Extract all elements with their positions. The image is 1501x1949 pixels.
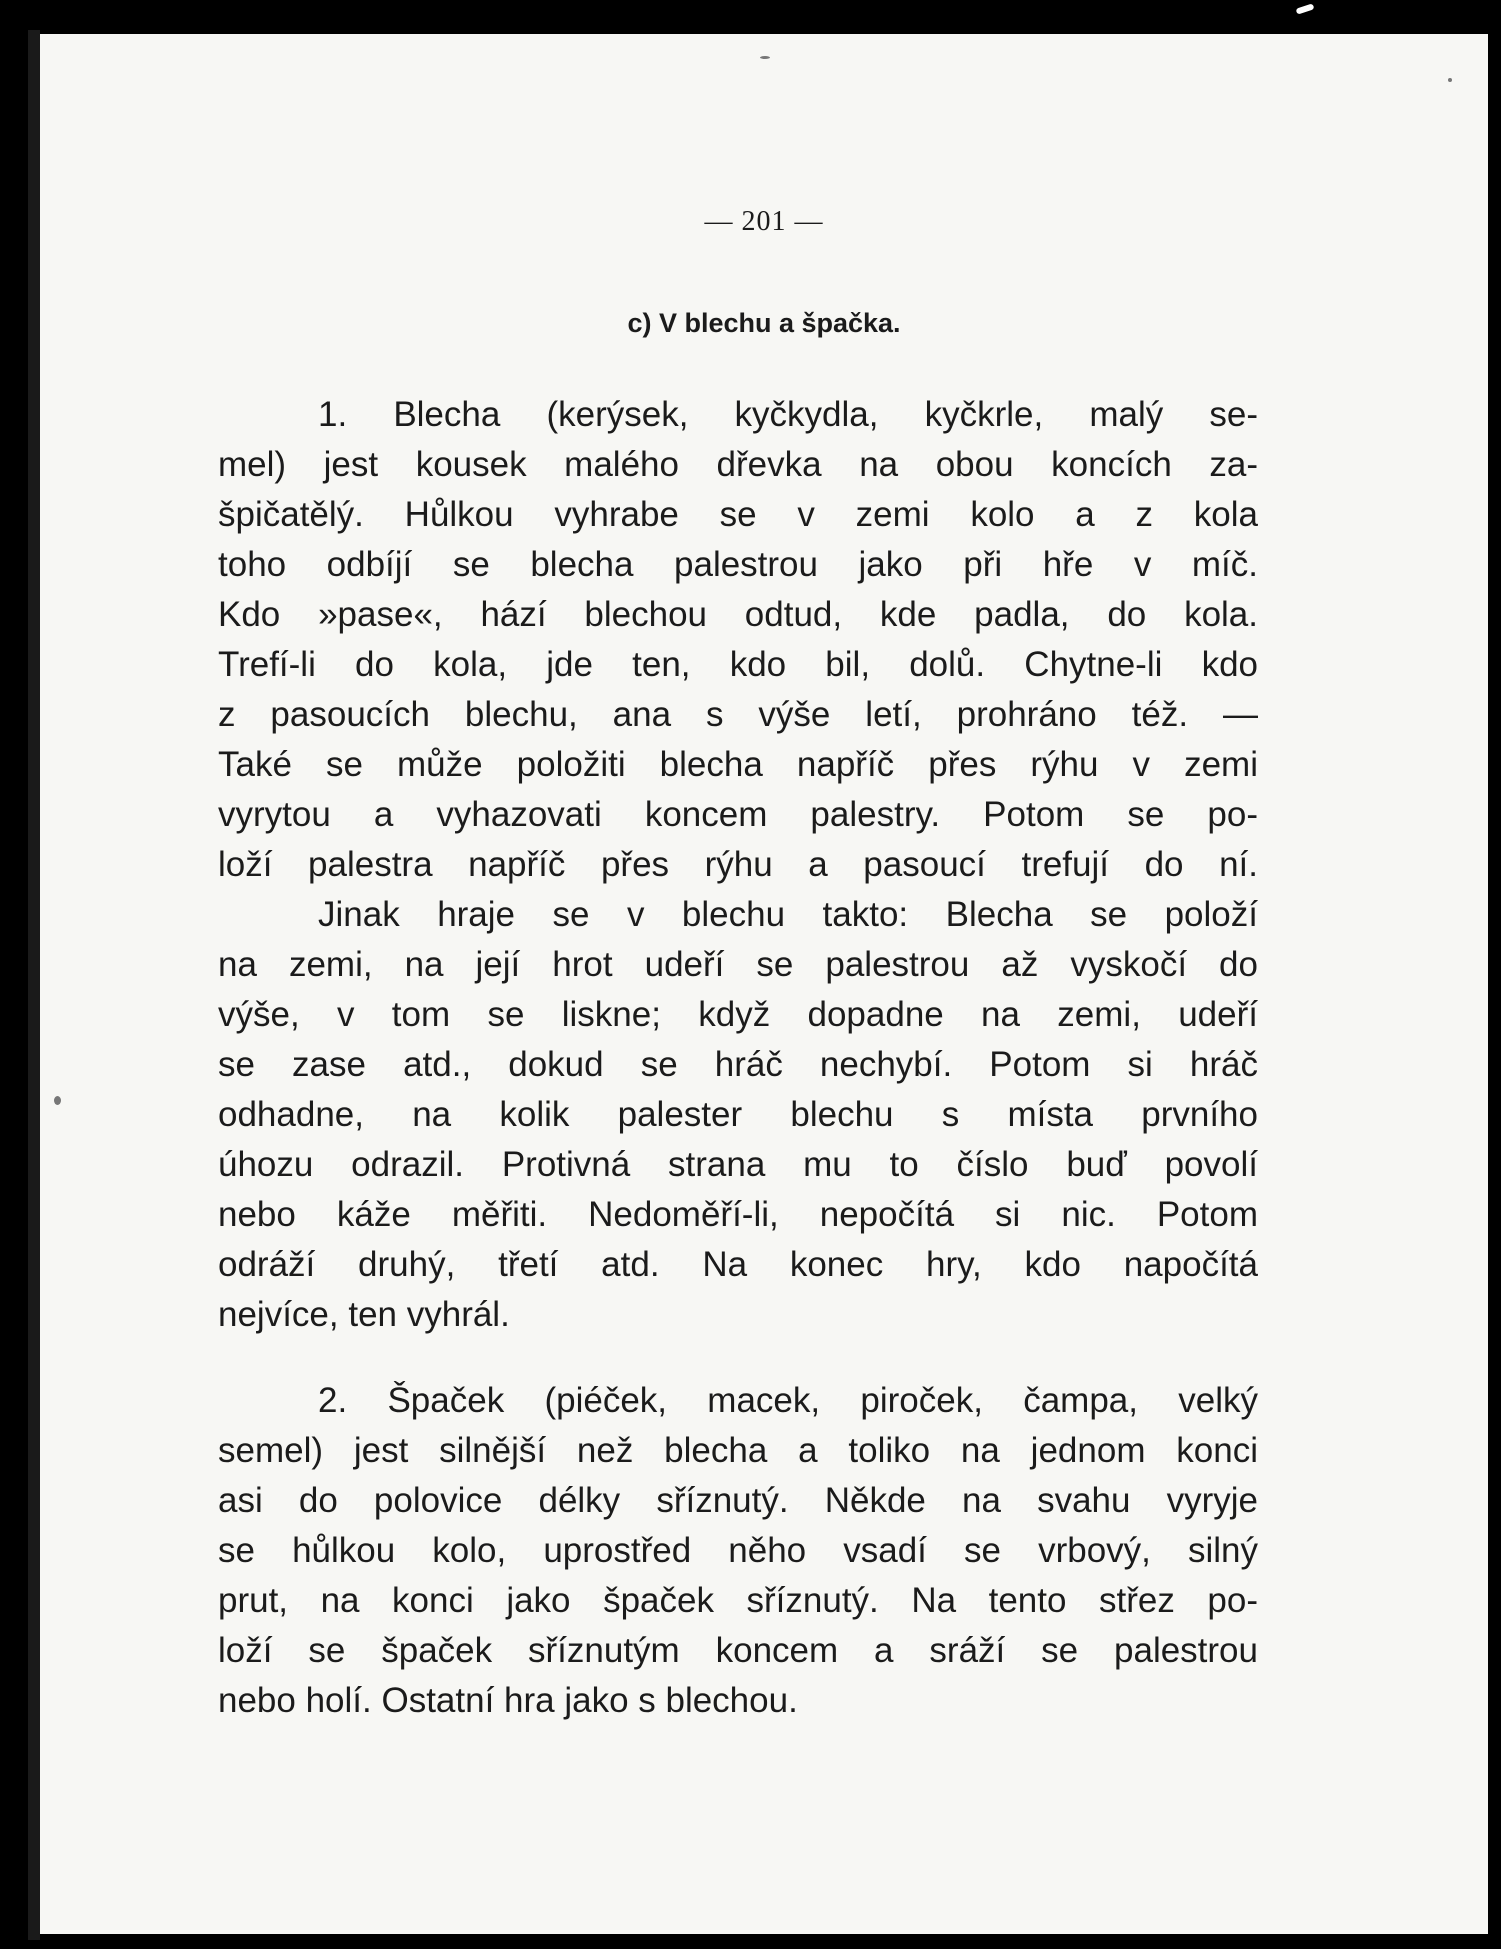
text-line: na zemi, na její hrot udeří se palestrou až vyskočí do — [218, 945, 1258, 984]
text-line: odráží druhý, třetí atd. Na konec hry, kdo napočítá — [218, 1245, 1258, 1284]
text-line: nebo holí. Ostatní hra jako s blechou. — [218, 1681, 798, 1720]
text-line: se zase atd., dokud se hráč nechybí. Potom si hráč — [218, 1045, 1258, 1084]
text-line: loží se špaček sříznutým koncem a sráží se palestrou — [218, 1631, 1258, 1670]
page-number: — 201 — — [704, 206, 824, 237]
text-line: úhozu odrazil. Protivná strana mu to číslo buď povolí — [218, 1145, 1258, 1184]
text-line: nejvíce, ten vyhrál. — [218, 1295, 510, 1334]
binding-edge — [28, 30, 40, 1940]
text-line: odhadne, na kolik palester blechu s místa prvního — [218, 1095, 1258, 1134]
text-line: špičatělý. Hůlkou vyhrabe se v zemi kolo a z kola — [218, 495, 1258, 534]
section-heading: c) V blechu a špačka. — [627, 308, 901, 338]
text-line: výše, v tom se liskne; když dopadne na zemi, udeří — [218, 995, 1258, 1034]
text-line: Také se může položiti blecha napříč přes rýhu v zemi — [218, 745, 1258, 784]
body-text — [218, 390, 1258, 1762]
paragraph-2 — [218, 890, 1258, 1340]
scan-artifact — [1448, 78, 1452, 82]
text-line: 2. Špaček (piéček, macek, piroček, čampa, velký — [318, 1381, 1258, 1420]
text-line: toho odbíjí se blecha palestrou jako při hře v míč. — [218, 545, 1258, 584]
scan-artifact — [54, 1096, 61, 1105]
text-line: prut, na konci jako špaček sříznutý. Na tento střez po- — [218, 1581, 1258, 1620]
scan-artifact — [760, 56, 770, 59]
scan-artifact — [1296, 3, 1315, 14]
paragraph-1 — [218, 390, 1258, 890]
paragraph-3 — [218, 1376, 1258, 1726]
text-line: vyrytou a vyhazovati koncem palestry. Potom se po- — [218, 795, 1258, 834]
text-line: Trefí-li do kola, jde ten, kdo bil, dolů. Chytne-li kdo — [218, 645, 1258, 684]
text-line: mel) jest kousek malého dřevka na obou koncích za- — [218, 445, 1258, 484]
text-line: Kdo »pase«, hází blechou odtud, kde padla, do kola. — [218, 595, 1258, 634]
text-line: asi do polovice délky sříznutý. Někde na svahu vyryje — [218, 1481, 1258, 1520]
text-line: 1. Blecha (kerýsek, kyčkydla, kyčkrle, malý se- — [318, 395, 1258, 434]
text-line: semel) jest silnější než blecha a toliko na jednom konci — [218, 1431, 1258, 1470]
text-line: Jinak hraje se v blechu takto: Blecha se položí — [318, 895, 1258, 934]
text-line: nebo káže měřiti. Nedoměří-li, nepočítá si nic. Potom — [218, 1195, 1258, 1234]
text-line: loží palestra napříč přes rýhu a pasoucí trefují do ní. — [218, 845, 1258, 884]
text-line: se hůlkou kolo, uprostřed něho vsadí se vrbový, silný — [218, 1531, 1258, 1570]
book-page — [40, 34, 1488, 1934]
text-line: z pasoucích blechu, ana s výše letí, prohráno též. — — [218, 695, 1258, 734]
